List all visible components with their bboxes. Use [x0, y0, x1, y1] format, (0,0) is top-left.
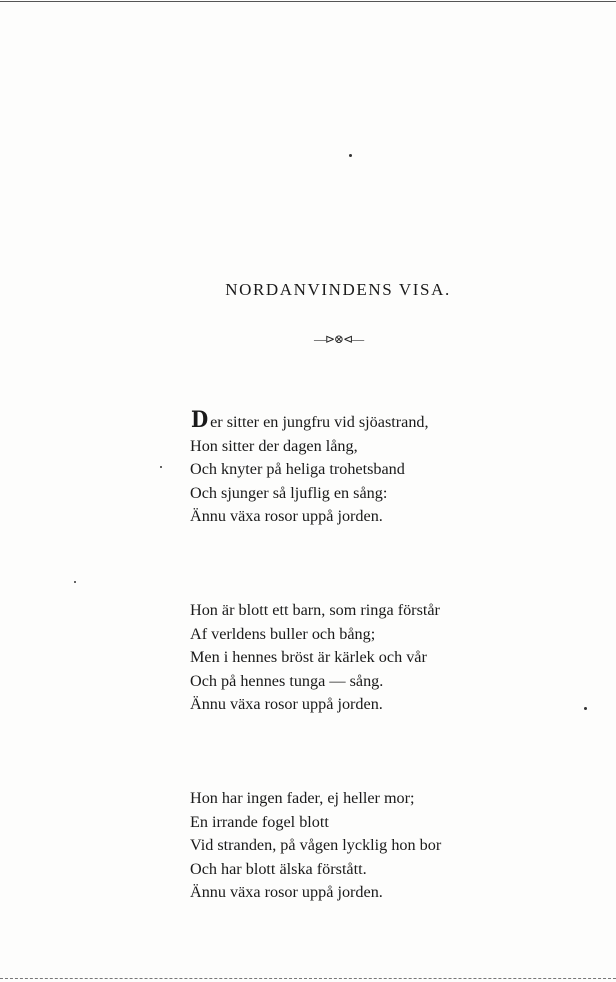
poem-line: Och knyter på heliga trohetsband — [190, 460, 405, 478]
poem-line: Hon är blott ett barn, som ringa förstår — [190, 601, 440, 619]
poem-refrain: Ännu växa rosor uppå jorden. — [190, 883, 383, 901]
poem-line: Men i hennes bröst är kärlek och vår — [190, 648, 427, 666]
poem-line: Och har blott älska förstått. — [190, 859, 367, 878]
bottom-edge-rule — [0, 978, 616, 979]
ink-speck — [74, 581, 76, 583]
poem-line: En irrande fogel blott — [190, 812, 329, 831]
poem-line: Hon har ingen fader, ej heller mor; — [190, 789, 415, 807]
poem-title: NORDANVINDENS VISA. — [225, 280, 451, 299]
poem-line-text: er sitter en jungfru vid sjöastrand, — [210, 413, 429, 431]
ink-speck — [584, 707, 587, 710]
poem-line — [190, 407, 429, 435]
poem-line: Och sjunger så ljuflig en sång: — [190, 483, 388, 502]
stanza-3 — [190, 787, 441, 905]
stanza-2 — [190, 599, 440, 717]
poem-line: Vid stranden, på vågen lycklig hon bor — [190, 836, 442, 854]
title-ornament: —⊳⊗⊲— — [314, 332, 364, 346]
drop-cap-letter: D — [190, 407, 209, 433]
ink-speck — [160, 466, 162, 468]
poem-line: Af verldens buller och bång; — [190, 624, 376, 643]
stanza-1 — [190, 407, 429, 529]
top-edge-rule — [0, 1, 616, 2]
poem-refrain: Ännu växa rosor uppå jorden. — [190, 507, 383, 525]
poem-refrain: Ännu växa rosor uppå jorden. — [190, 695, 383, 713]
poem-line: Och på hennes tunga — sång. — [190, 671, 384, 690]
poem-line: Hon sitter der dagen lång, — [190, 436, 358, 455]
ink-speck — [349, 154, 352, 157]
